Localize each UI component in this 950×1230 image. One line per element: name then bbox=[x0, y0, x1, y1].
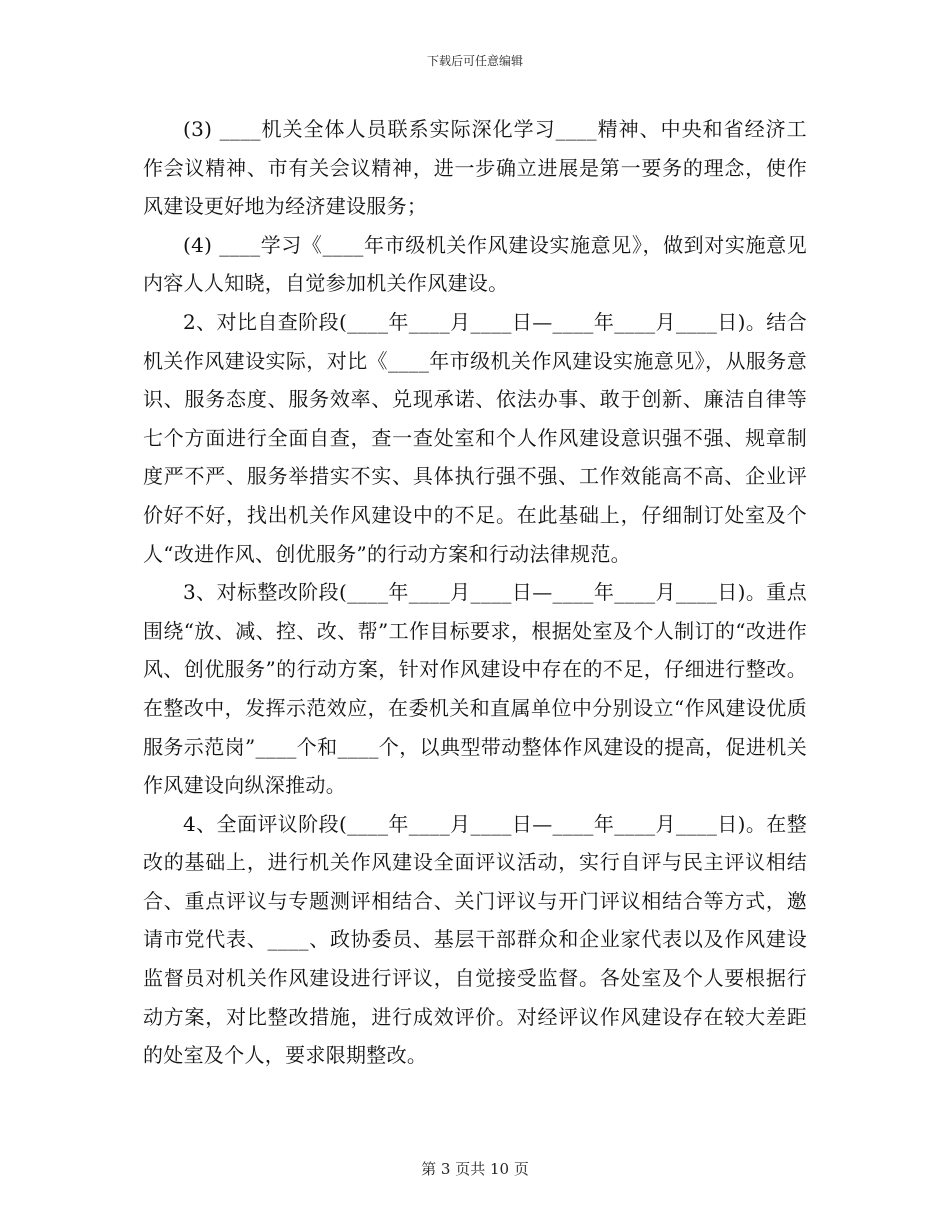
page-header: 下载后可任意编辑 bbox=[426, 54, 523, 68]
paragraph-evaluation-stage: 4、全面评议阶段(____年____月____日—____年____月____日)。在整改的基础上，进行机关作风建设全面评议活动，实行自评与民主评议相结合、重点评议与专题测评相结合、关门评议与开门评议相结合等方式，邀请市党代表、____、政协委员、基层干部群众和企业家代表以及作风建设监督员对机关作风建设进行评议，自觉接受监督。各处室及个人要根据行动方案，对比整改措施，进行成效评价。对经评议作风建设存在较大差距的处室及个人，要求限期整改。 bbox=[143, 811, 807, 1068]
paragraph-rectification-stage: 3、对标整改阶段(____年____月____日—____年____月____日)。重点围绕“放、减、控、改、帮”工作目标要求，根据处室及个人制订的“改进作风、创优服务”的行动方案，针对作风建设中存在的不足，仔细进行整改。在整改中，发挥示范效应，在委机关和直属单位中分别设立“作风建设优质服务示范岗”____个和____个，以典型带动整体作风建设的提高，促进机关作风建设向纵深推动。 bbox=[143, 580, 807, 798]
page-number: 第 3 页共 10 页 bbox=[421, 1160, 529, 1178]
paragraph-item-3: (3) ____机关全体人员联系实际深化学习____精神、中央和省经济工作会议精神、市有关会议精神，进一步确立进展是第一要务的理念，使作风建设更好地为经济建设服务； bbox=[143, 117, 807, 219]
paragraph-item-4: (4) ____学习《____年市级机关作风建设实施意见》，做到对实施意见内容人人知晓，自觉参加机关作风建设。 bbox=[143, 232, 807, 296]
paragraph-self-check-stage: 2、对比自查阶段(____年____月____日—____年____月____日)。结合机关作风建设实际，对比《____年市级机关作风建设实施意见》，从服务意识、服务态度、服务效率、兑现承诺、依法办事、敢于创新、廉洁自律等七个方面进行全面自查，查一查处室和个人作风建设意识强不强、规章制度严不严、服务举措实不实、具体执行强不强、工作效能高不高、企业评价好不好，找出机关作风建设中的不足。在此基础上，仔细制订处室及个人“改进作风、创优服务”的行动方案和行动法律规范。 bbox=[143, 309, 807, 566]
document-body bbox=[143, 110, 807, 1075]
